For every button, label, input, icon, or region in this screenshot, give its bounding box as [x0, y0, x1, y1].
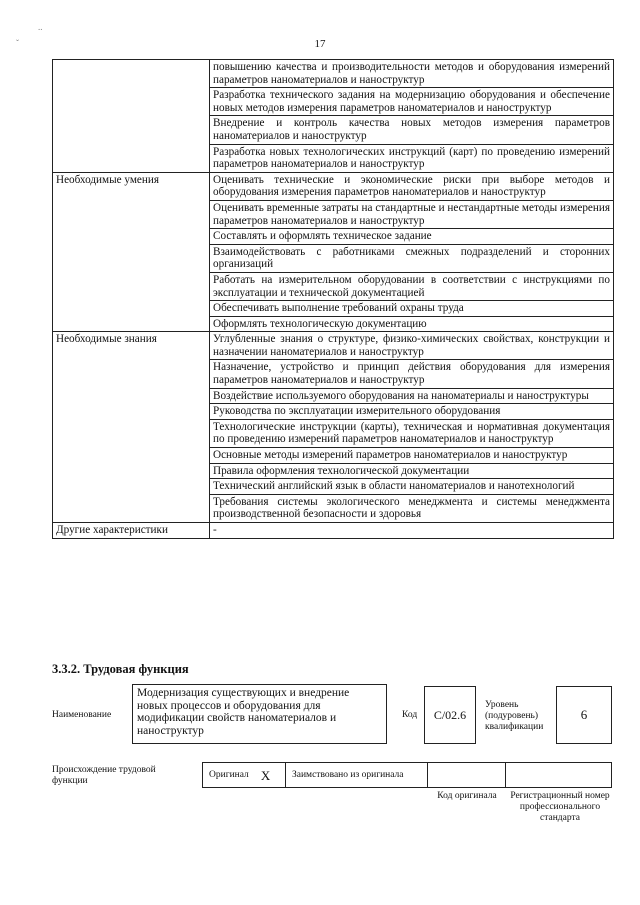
skill-item: Оценивать временные затраты на стандартные и нестандартные методы измерения параметров наноматериалов и наноструктур [210, 200, 614, 228]
skill-item: Обеспечивать выполнение требований охраны труда [210, 301, 614, 317]
reg-number-cell [505, 762, 612, 788]
knowledge-item: Технический английский язык в области наноматериалов и нанотехнологий [210, 479, 614, 495]
original-cell [202, 762, 286, 788]
scan-speck: ˇ [16, 38, 19, 48]
code-box: C/02.6 [424, 686, 476, 744]
table-row [53, 523, 614, 539]
skill-item: Оформлять технологическую документацию [210, 316, 614, 332]
level-box: 6 [556, 686, 612, 744]
skills-label: Необходимые умения [53, 172, 210, 332]
continued-item: Разработка технического задания на модернизацию оборудования и обеспечение новых методов измерения параметров наноматериалов и наноструктур [210, 88, 614, 116]
scan-speck: .. [38, 22, 43, 32]
continued-item: Разработка новых технологических инструкций (карт) по проведению измерений параметров наноматериалов и наноструктур [210, 144, 614, 172]
origin-code-cell [427, 762, 506, 788]
other-label: Другие характеристики [53, 523, 210, 539]
table-row [53, 60, 614, 88]
origin-label: Происхождение трудовой функции [52, 765, 156, 786]
page-number: 17 [314, 38, 326, 50]
skill-item: Взаимодействовать с работниками смежных подразделений и сторонних организаций [210, 244, 614, 272]
reg-number-caption: Регистрационный номер профессионального стандарта [510, 791, 610, 823]
skill-item: Оценивать технические и экономические риски при выборе методов и оборудования измерения параметров наноматериалов и наноструктур [210, 172, 614, 200]
code-label: Код [402, 710, 418, 720]
knowledge-item: Назначение, устройство и принцип действия оборудования для измерения параметров наноматериалов и наноструктур [210, 360, 614, 388]
skill-item: Работать на измерительном оборудовании в соответствии с инструкциями по эксплуатации и технической документацией [210, 272, 614, 300]
table-row [53, 332, 614, 360]
skill-item: Составлять и оформлять техническое задание [210, 229, 614, 245]
original-label: Оригинал [209, 769, 249, 780]
original-mark: X [260, 767, 271, 783]
origin-code-caption: Код оригинала [437, 791, 497, 801]
borrowed-cell [285, 762, 428, 788]
function-name-box: Модернизация существующих и внедрение новых процессов и оборудования для модификации свойств наноматериалов и наноструктур [132, 684, 387, 744]
knowledge-item: Воздействие используемого оборудования на наноматериалы и наноструктуры [210, 388, 614, 404]
table-row [53, 172, 614, 200]
knowledge-item: Основные методы измерений параметров наноматериалов и наноструктур [210, 448, 614, 464]
knowledge-item: Требования системы экологического менеджмента и системы менеджмента производственной безопасности и здоровья [210, 494, 614, 522]
continued-item: Внедрение и контроль качества новых методов измерения параметров наноматериалов и наноструктур [210, 116, 614, 144]
continued-label-cell [53, 60, 210, 173]
continued-item: повышению качества и производительности методов и оборудования измерений параметров наноматериалов и наноструктур [210, 60, 614, 88]
competency-table [52, 59, 614, 539]
borrowed-label: Заимствовано из оригинала [292, 769, 404, 780]
other-value: - [210, 523, 614, 539]
knowledge-item: Руководства по эксплуатации измерительного оборудования [210, 404, 614, 420]
knowledge-item: Технологические инструкции (карты), техническая и нормативная документация по проведению измерений параметров наноматериалов и наноструктур [210, 419, 614, 447]
name-label: Наименование [52, 710, 112, 720]
section-heading: 3.3.2. Трудовая функция [52, 662, 189, 676]
level-label: Уровень (подуровень) квалификации [485, 700, 544, 732]
knowledge-item: Правила оформления технологической документации [210, 463, 614, 479]
knowledge-item: Углубленные знания о структуре, физико-химических свойствах, конструкции и назначении наноматериалов и наноструктур [210, 332, 614, 360]
knowledge-label: Необходимые знания [53, 332, 210, 523]
